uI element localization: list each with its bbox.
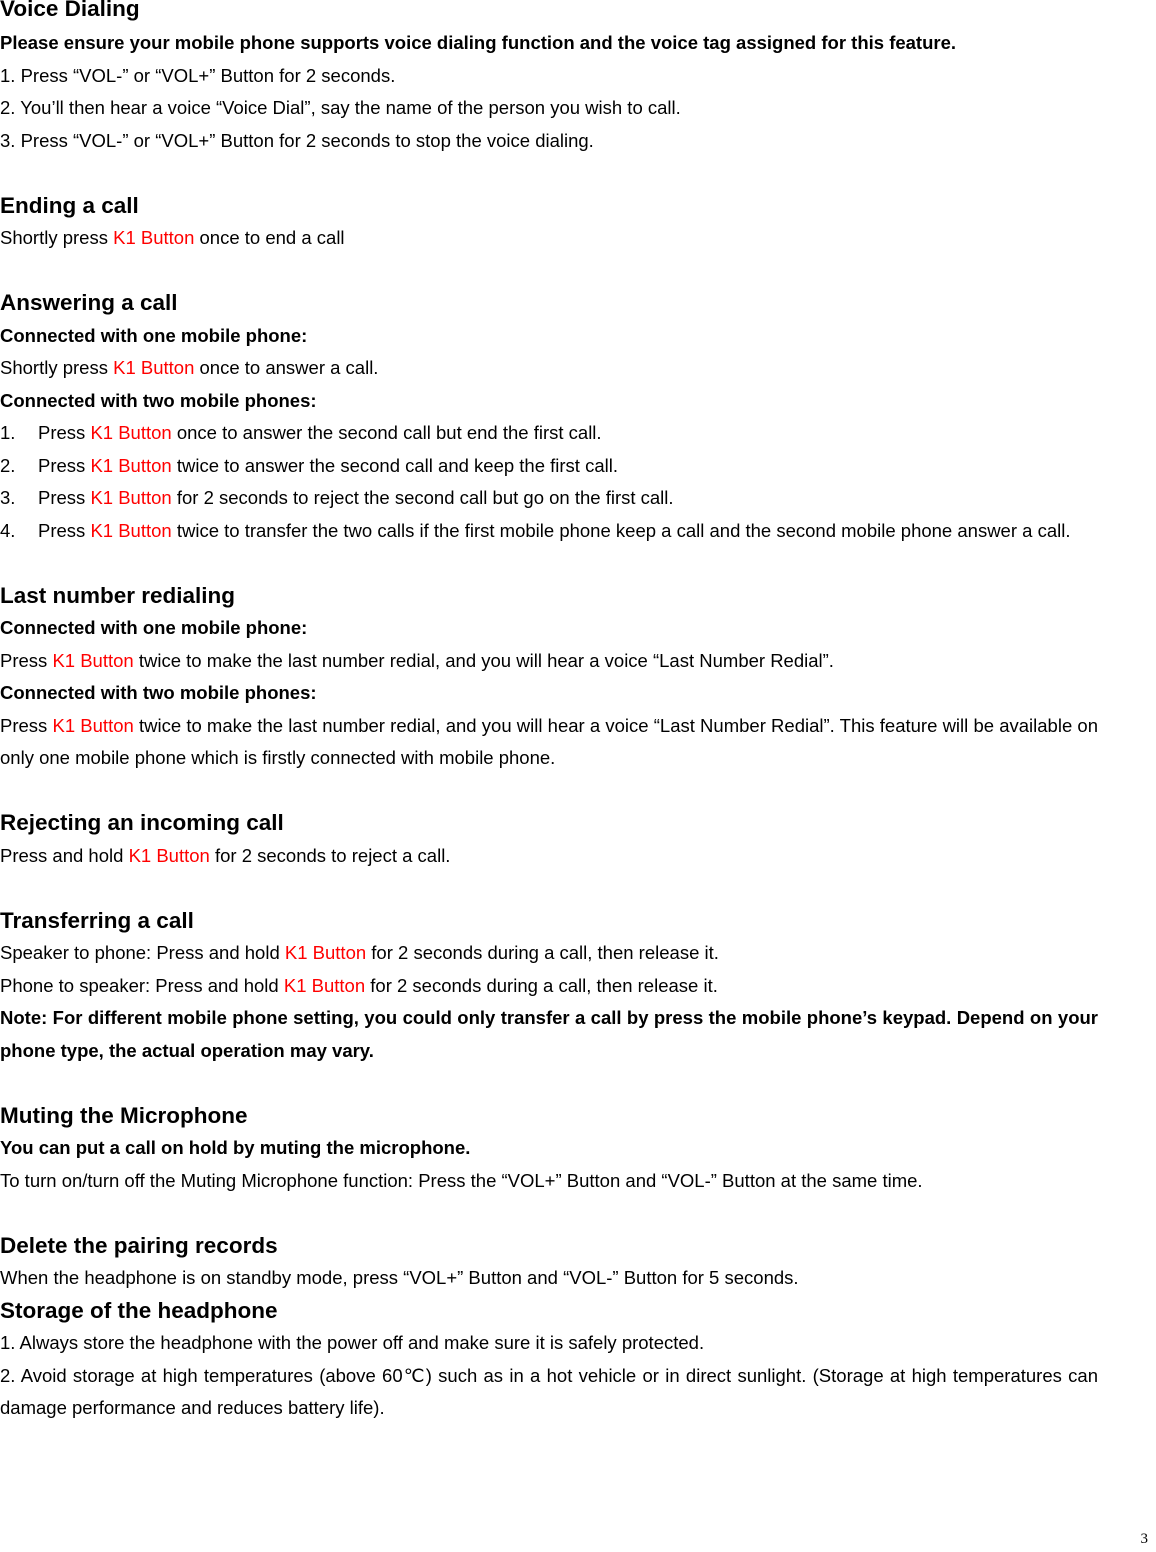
k1-button-ref: K1 Button (128, 844, 210, 866)
section-title: Transferring a call (0, 907, 194, 933)
section-title: Ending a call (0, 192, 139, 218)
redial-two-phones-text: Press K1 Button twice to make the last number redial, and you will hear a voice “Last Number Redial”. This feature will be available on only one mobile phone which is firstly connected with mobile phone. (0, 714, 1098, 768)
muting-note: You can put a call on hold by muting the microphone. (0, 1137, 471, 1158)
k1-button-ref: K1 Button (90, 519, 172, 541)
section-title: Voice Dialing (0, 0, 140, 21)
section-ending-call (0, 190, 1098, 255)
section-title: Delete the pairing records (0, 1232, 278, 1258)
section-title: Rejecting an incoming call (0, 810, 284, 835)
rejecting-text: Press and hold K1 Button for 2 seconds to reject a call. (0, 844, 451, 866)
list-item: 1. Press K1 Button once to answer the second call but end the first call. (0, 422, 602, 443)
muting-text: To turn on/turn off the Muting Microphone function: Press the “VOL+” Button and “VOL-” Button at the same time. (0, 1169, 923, 1191)
list-item: 4. Press K1 Button twice to transfer the two calls if the first mobile phone keep a call and the second mobile phone answer a call. (0, 519, 1071, 541)
k1-button-ref: K1 Button (52, 714, 134, 736)
k1-button-ref: K1 Button (90, 487, 172, 508)
section-transferring-call (0, 905, 1098, 1068)
section-delete-pairing (0, 1230, 1098, 1295)
k1-button-ref: K1 Button (113, 357, 195, 378)
storage-item-1: 1. Always store the headphone with the power off and make sure it is safely protected. (0, 1332, 705, 1353)
transfer-note: Note: For different mobile phone setting, you could only transfer a call by press the mobile phone’s keypad. Depend on your phone type, the actual operation may vary. (0, 1007, 1098, 1061)
k1-button-ref: K1 Button (113, 227, 195, 248)
delete-pairing-text: When the headphone is on standby mode, press “VOL+” Button and “VOL-” Button for 5 seconds. (0, 1267, 799, 1288)
subheading-one-phone: Connected with one mobile phone: (0, 617, 308, 638)
list-item: 3. Press K1 Button for 2 seconds to reject the second call but go on the first call. (0, 487, 674, 508)
section-rejecting-call (0, 807, 1098, 872)
section-title: Storage of the headphone (0, 1297, 278, 1323)
k1-button-ref: K1 Button (283, 974, 366, 996)
voice-dialing-step-2: 2. You’ll then hear a voice “Voice Dial”, say the name of the person you wish to call. (0, 97, 681, 118)
answering-one-phone-text: Shortly press K1 Button once to answer a call. (0, 357, 379, 378)
k1-button-ref: K1 Button (90, 422, 172, 443)
subheading-two-phones: Connected with two mobile phones: (0, 682, 317, 703)
k1-button-ref: K1 Button (284, 942, 367, 963)
subheading-two-phones: Connected with two mobile phones: (0, 389, 317, 411)
section-redialing (0, 580, 1098, 775)
k1-button-ref: K1 Button (90, 454, 172, 476)
phone-to-speaker-text: Phone to speaker: Press and hold K1 Button for 2 seconds during a call, then release it. (0, 974, 718, 996)
storage-item-2: 2. Avoid storage at high temperatures (above 60℃) such as in a hot vehicle or in direct sunlight. (Storage at high temperatures can damage performance and reduces battery life). (0, 1364, 1098, 1418)
section-storage (0, 1295, 1098, 1425)
section-answering-call (0, 287, 1098, 547)
page-number: 3 (1140, 1531, 1148, 1547)
section-title: Answering a call (0, 290, 178, 315)
k1-button-ref: K1 Button (52, 649, 134, 671)
section-title: Last number redialing (0, 582, 236, 608)
section-muting-microphone (0, 1100, 1098, 1198)
subheading-one-phone: Connected with one mobile phone: (0, 324, 308, 346)
ending-call-text: Shortly press K1 Button once to end a call (0, 227, 345, 248)
answering-two-phones-list (0, 417, 1098, 547)
redial-one-phone-text: Press K1 Button twice to make the last number redial, and you will hear a voice “Last Number Redial”. (0, 649, 834, 671)
section-voice-dialing (0, 0, 1098, 157)
voice-dialing-step-1: 1. Press “VOL-” or “VOL+” Button for 2 seconds. (0, 64, 396, 86)
voice-dialing-note: Please ensure your mobile phone supports voice dialing function and the voice tag assigned for this feature. (0, 32, 957, 53)
section-title: Muting the Microphone (0, 1102, 248, 1128)
speaker-to-phone-text: Speaker to phone: Press and hold K1 Button for 2 seconds during a call, then release it. (0, 942, 719, 963)
voice-dialing-step-3: 3. Press “VOL-” or “VOL+” Button for 2 seconds to stop the voice dialing. (0, 129, 594, 151)
list-item: 2. Press K1 Button twice to answer the second call and keep the first call. (0, 454, 618, 476)
